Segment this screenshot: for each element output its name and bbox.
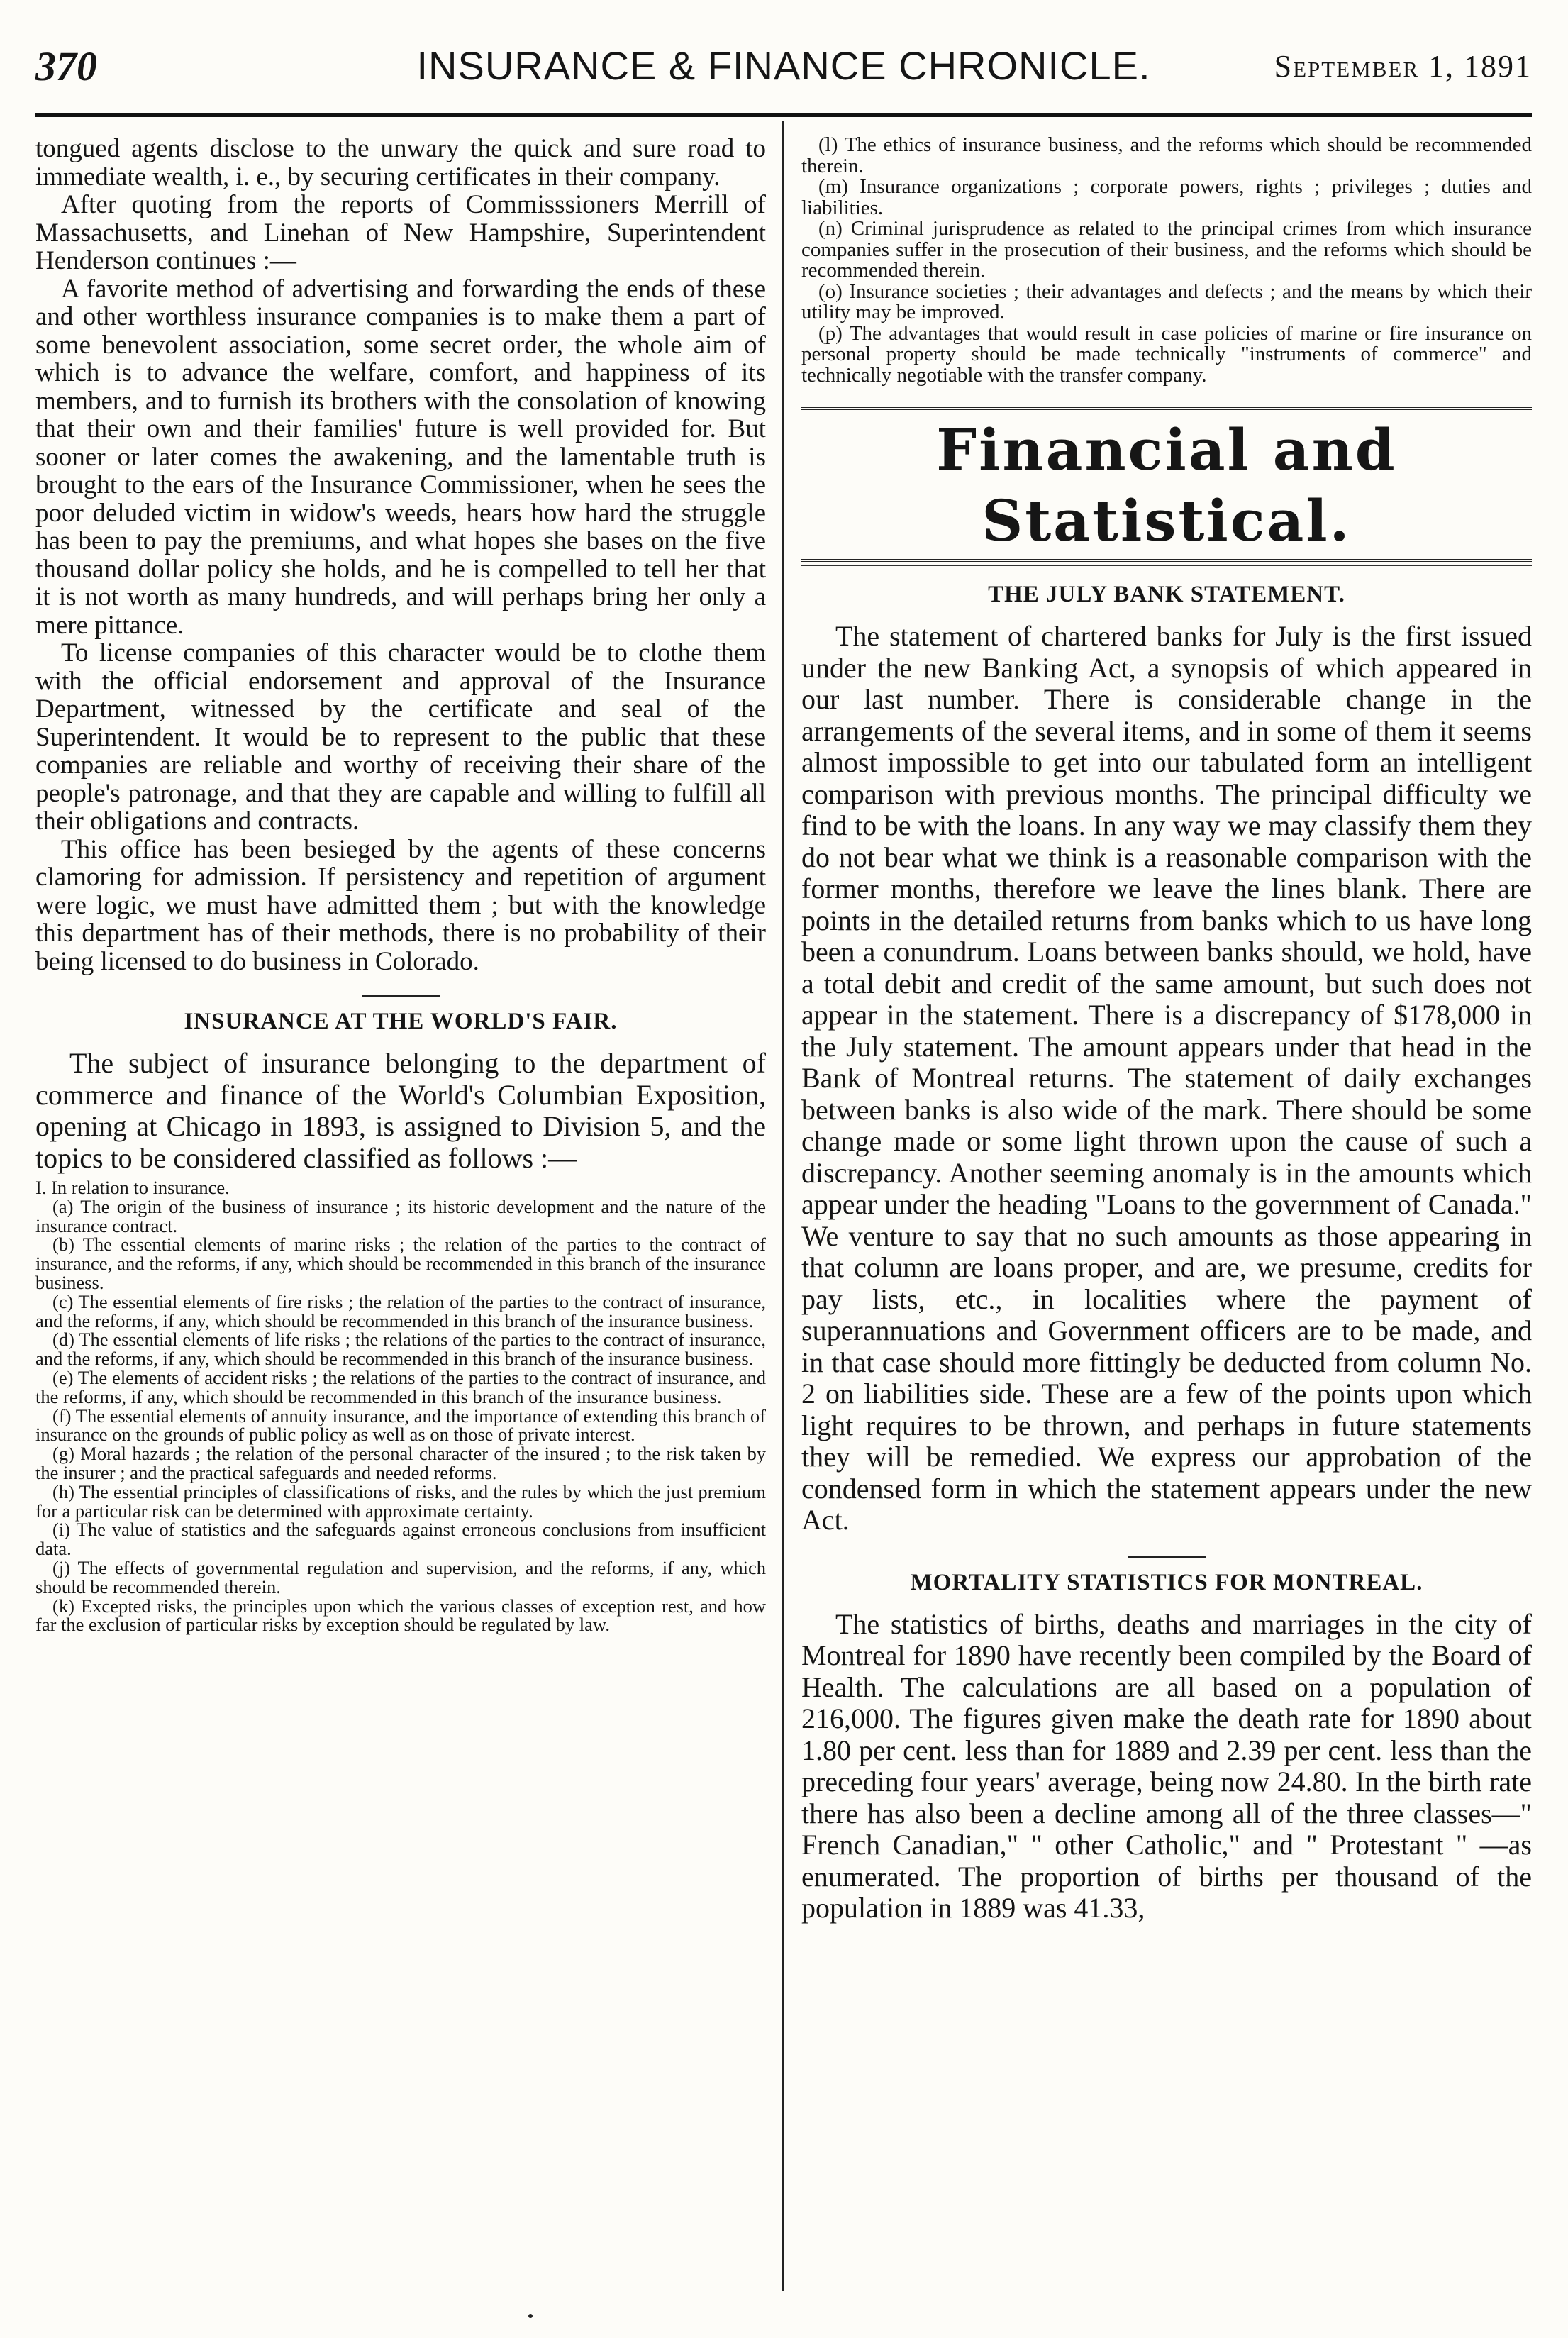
- header-rule: [35, 113, 1532, 117]
- banner-rule: [801, 565, 1532, 566]
- right-column: [801, 135, 1532, 1924]
- list-item: (k) Excepted risks, the principles upon which the various classes of exception rest, and how far the exclusion of particular risks by exception should be regulated by law.: [35, 1595, 766, 1636]
- issue-date: September 1, 1891: [1274, 49, 1532, 84]
- paragraph: The statement of chartered banks for July is the first issued under the new Banking Act, a synopsis of which appeared in our last number. There is considerable change in the arrangements of the several items, and in some of them it seems almost impossible to get into our tabulated form an intelligent comparison with previous months. The principal difficulty we find to be with the loans. In any way we may classify them they do not bear what we think is a reasonable comparison with the former months, therefore we leave the lines blank. There are points in the detailed returns from banks which to us have long been a conundrum. Loans between banks should, we hold, have a total debit and credit of the same amount, but such does not appear in the statement. There is a discrepancy of $178,000 in the July statement. The amount appears under that head in the Bank of Montreal returns. The statement of daily exchanges between banks is also wide of the mark. There should be some change made or some light thrown upon the cause of such a discrepancy. Another seeming anomaly is in the amounts which appear under the heading "Loans to the government of Canada." We venture to say that no such amounts as those appearing in that column are loans proper, and are, we presume, credits for pay lists, etc., in localities where the payment of superannuations and Government officers are to be made, and in that case should more fittingly be deducted from column No. 2 on liabilities side. These are a few of the points upon which light requires to be thrown, and perhaps in future statements they will be remedied. We express our approbation of the condensed form in which the statement appears under the new Act.: [801, 620, 1532, 1536]
- list-item: (i) The value of statistics and the safeguards against erroneous conclusions from insufficient data.: [35, 1519, 766, 1560]
- paragraph: This office has been besieged by the agents of these concerns clamoring for admission. If persistency and repetition of argument were logic, we must have admitted them ; but with the knowledge this department has of their methods, there is no probability of their being licensed to do business in Colorado.: [35, 834, 766, 976]
- paragraph: tongued agents disclose to the unwary the quick and sure road to immediate wealth, i. e., by securing certificates in their company.: [35, 134, 766, 192]
- list-item: (g) Moral hazards ; the relation of the personal character of the insured ; to the risk taken by the insurer ; and the practical safeguards and needed reforms.: [35, 1443, 766, 1483]
- left-column: [35, 135, 766, 1634]
- section-heading-worlds-fair: INSURANCE AT THE WORLD'S FAIR.: [184, 1009, 618, 1034]
- list-item: (p) The advantages that would result in case policies of marine or fire insurance on personal property should be made technically "instruments of commerce" and technically negotiable with the transfer company.: [801, 321, 1532, 387]
- list-item: (c) The essential elements of fire risks ; the relation of the parties to the contract of insurance, and the reforms, if any, which should be recommended in this branch of the insurance business.: [35, 1290, 766, 1331]
- paragraph: After quoting from the reports of Commisssioners Merrill of Massachusetts, and Linehan of New Hampshire, Superintendent Henderson continues :—: [35, 190, 766, 275]
- list-item: I. In relation to insurance.: [35, 1177, 230, 1198]
- list-item: (b) The essential elements of marine risks ; the relation of the parties to the contract of insurance, and the reforms, if any, which should be recommended in this branch of the insurance business.: [35, 1234, 766, 1293]
- paragraph: To license companies of this character would be to clothe them with the official endorsement and approval of the Insurance Department, witnessed by the certificate and seal of the Superintendent. It would be to represent to the public that these companies are reliable and worthy of receiving their share of the people's patronage, and that they are capable and willing to fulfill all their obligations and contracts.: [35, 638, 766, 836]
- list-item: (m) Insurance organizations ; corporate powers, rights ; privileges ; duties and liabilities.: [801, 175, 1532, 219]
- paragraph: The statistics of births, deaths and marriages in the city of Montreal for 1890 have recently been compiled by the Board of Health. The calculations are all based on a population of 216,000. The figures given make the death rate for 1890 about 1.80 per cent. less than for 1889 and 2.39 per cent. less than the preceding four years' average, being now 24.80. In the birth rate there has also been a decline among all of the three classes—" French Canadian," " other Catholic," and " Protestant " —as enumerated. The proportion of births per thousand of the population in 1889 was 41.33,: [801, 1607, 1532, 1924]
- list-item: (d) The essential elements of life risks ; the relations of the parties to the contract of insurance, and the reforms, if any, which should be recommended in this branch of the insurance business.: [35, 1329, 766, 1370]
- list-item: (a) The origin of the business of insurance ; its historic development and the nature of the insurance contract.: [35, 1195, 766, 1236]
- paragraph: The subject of insurance belonging to the department of commerce and finance of the World's Columbian Exposition, opening at Chicago in 1893, is assigned to Division 5, and the topics to be considered classified as follows :—: [35, 1047, 766, 1174]
- section-banner: [801, 407, 1532, 562]
- section-heading-bank-statement: THE JULY BANK STATEMENT.: [988, 582, 1345, 607]
- list-item: (j) The effects of governmental regulation and supervision, and the reforms, if any, which should be recommended therein.: [35, 1556, 766, 1597]
- list-item: (f) The essential elements of annuity insurance, and the importance of extending this branch of insurance on the grounds of public policy as well as on those of private interest.: [35, 1405, 766, 1446]
- list-item: (n) Criminal jurisprudence as related to the principal crimes from which insurance companies suffer in the prosecution of their business, and the reforms which should be recommended therein.: [801, 217, 1532, 282]
- section-rule: [362, 995, 440, 997]
- page-number: 370: [35, 43, 97, 89]
- list-item: (l) The ethics of insurance business, and the reforms which should be recommended therein.: [801, 133, 1532, 177]
- paragraph: A favorite method of advertising and forwarding the ends of these and other worthless insurance companies is to make them a part of some benevolent association, some secret order, the whole aim of which is to advance the welfare, comfort, and happiness of its members, and to furnish its brothers with the consolation of knowing that their own and their families' future is well provided for. But sooner or later comes the awakening, and the lamentable truth is brought to the ears of the Insurance Commissioner, when he sees the poor deluded victim in widow's weeds, hears how hard the struggle has been to pay the premiums, and what hopes she bases on the five thousand dollar policy she holds, and he is compelled to tell her that it is not worth as many hundreds, and will perhaps bring her only a mere pittance.: [35, 274, 766, 640]
- list-item: (e) The elements of accident risks ; the relations of the parties to the contract of insurance, and the reforms, if any, which should be recommended in this branch of the insurance business.: [35, 1366, 766, 1407]
- section-rule: [1128, 1556, 1206, 1558]
- print-mark: [528, 2314, 533, 2318]
- banner-title: Financial and Statistical.: [936, 416, 1397, 554]
- list-item: (h) The essential principles of classifications of risks, and the rules by which the just premium for a particular risk can be determined with approximate certainty.: [35, 1480, 766, 1522]
- section-heading-mortality: MORTALITY STATISTICS FOR MONTREAL.: [910, 1569, 1423, 1595]
- page-header: [35, 43, 1532, 106]
- column-divider: [782, 121, 784, 2291]
- list-item: (o) Insurance societies ; their advantages and defects ; and the means by which their utility may be improved.: [801, 279, 1532, 323]
- publication-title: INSURANCE & FINANCE CHRONICLE.: [416, 43, 1151, 88]
